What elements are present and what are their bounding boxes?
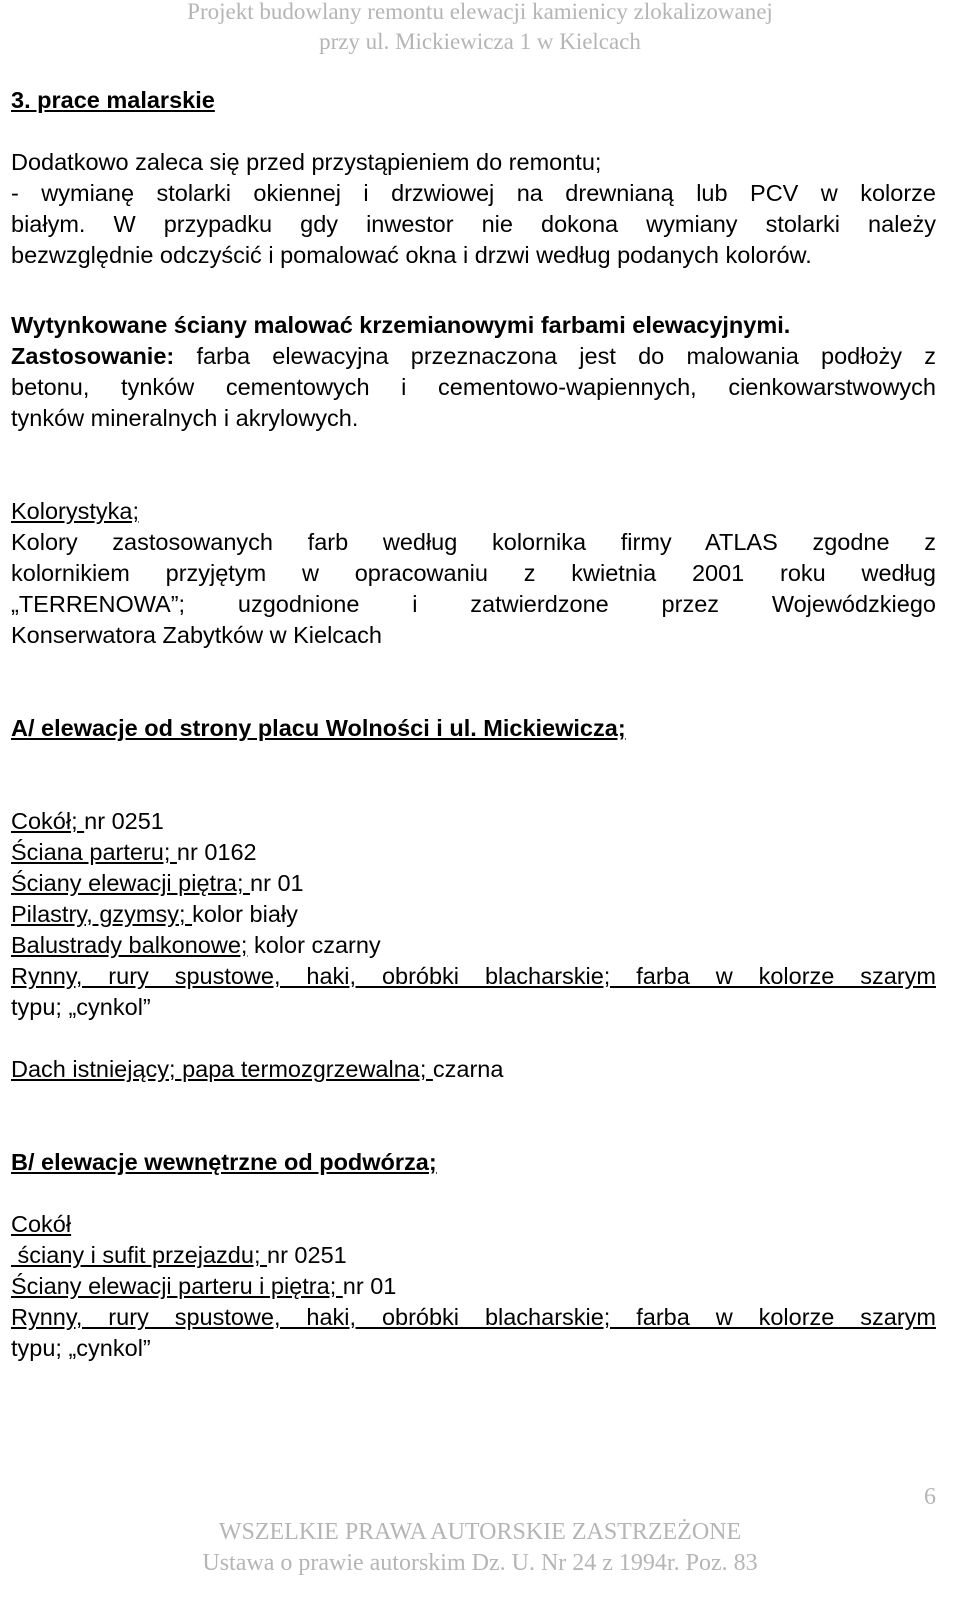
intro-line-4: bezwzględnie odczyścić i pomalować okna i drzwi według podanych kolorów. bbox=[11, 242, 812, 268]
application-line-2: betonu, tynków cementowych i cementowo-wapiennych, cienkowarstwowych bbox=[11, 374, 936, 400]
list-item bbox=[11, 899, 936, 930]
list-item bbox=[11, 806, 936, 837]
item-label: Balustrady balkonowe; bbox=[11, 932, 248, 958]
roof-line bbox=[11, 1054, 936, 1085]
intro-line-3: białym. W przypadku gdy inwestor nie dokona wymiany stolarki należy bbox=[11, 211, 936, 237]
section-a-title: A/ elewacje od strony placu Wolności i ul. Mickiewicza; bbox=[11, 715, 626, 741]
item-value: nr 0251 bbox=[267, 1242, 347, 1268]
roof-label: Dach istniejący; papa termozgrzewalna; bbox=[11, 1056, 433, 1082]
intro-line-1: Dodatkowo zaleca się przed przystąpieniem do remontu; bbox=[11, 149, 602, 175]
item-label: Ściany elewacji parteru i piętra; bbox=[11, 1273, 343, 1299]
item-value: nr 0162 bbox=[176, 839, 257, 865]
footer-law-reference: Ustawa o prawie autorskim Dz. U. Nr 24 z 1994r. Poz. 83 bbox=[202, 1550, 758, 1576]
item-label: Pilastry, gzymsy; bbox=[11, 901, 193, 927]
application-text-1: farba elewacyjna przeznaczona jest do malowania podłoży z bbox=[174, 343, 936, 369]
item-label: ściany i sufit przejazdu; bbox=[11, 1242, 267, 1268]
item-value: nr 01 bbox=[250, 870, 304, 896]
list-item bbox=[11, 930, 936, 961]
item-value: kolor biały bbox=[192, 901, 298, 927]
section-b-title: B/ elewacje wewnętrzne od podwórza; bbox=[11, 1149, 437, 1175]
document-body bbox=[11, 85, 936, 1364]
colors-label: Kolorystyka; bbox=[11, 498, 139, 524]
item-label: Ściana parteru; bbox=[11, 839, 177, 865]
running-header-line-1: Projekt budowlany remontu elewacji kamienicy zlokalizowanej bbox=[187, 0, 773, 24]
colors-line-4: Konserwatora Zabytków w Kielcach bbox=[11, 622, 382, 648]
gutters-line-1: Rynny, rury spustowe, haki, obróbki blacharskie; farba w kolorze szarym bbox=[11, 1304, 936, 1330]
list-item bbox=[11, 1271, 936, 1302]
application-label: Zastosowanie: bbox=[11, 343, 175, 369]
page-number: 6 bbox=[924, 1484, 936, 1510]
colors-line-3: „TERRENOWA”; uzgodnione i zatwierdzone przez Wojewódzkiego bbox=[11, 591, 936, 617]
item-label: Cokół; bbox=[11, 808, 85, 834]
gutters-line-2: typu; „cynkol” bbox=[11, 1335, 151, 1361]
intro-line-2: - wymianę stolarki okiennej i drzwiowej na drewnianą lub PCV w kolorze bbox=[11, 180, 936, 206]
item-value: kolor czarny bbox=[247, 932, 381, 958]
walls-heading: Wytynkowane ściany malować krzemianowymi farbami elewacyjnymi. bbox=[11, 312, 791, 338]
gutters-line-1: Rynny, rury spustowe, haki, obróbki blacharskie; farba w kolorze szarym bbox=[11, 963, 936, 989]
roof-value: czarna bbox=[432, 1056, 504, 1082]
application-line-1 bbox=[11, 341, 936, 372]
colors-line-2: kolornikiem przyjętym w opracowaniu z kwietnia 2001 roku według bbox=[11, 560, 936, 586]
footer-copyright: WSZELKIE PRAWA AUTORSKIE ZASTRZEŻONE bbox=[218, 1519, 742, 1545]
application-line-3: tynków mineralnych i akrylowych. bbox=[11, 405, 359, 431]
colors-line-1: Kolory zastosowanych farb według kolornika firmy ATLAS zgodne z bbox=[11, 529, 936, 555]
item-value: nr 0251 bbox=[84, 808, 164, 834]
gutters-line-2: typu; „cynkol” bbox=[11, 994, 151, 1020]
list-item bbox=[11, 1240, 936, 1271]
item-label: Ściany elewacji piętra; bbox=[11, 870, 251, 896]
list-item bbox=[11, 1209, 936, 1240]
section-b-items bbox=[11, 1209, 936, 1364]
list-item bbox=[11, 837, 936, 868]
item-value: nr 01 bbox=[342, 1273, 397, 1299]
running-header-line-2: przy ul. Mickiewicza 1 w Kielcach bbox=[319, 29, 641, 54]
section-title: 3. prace malarskie bbox=[11, 87, 215, 113]
list-item bbox=[11, 868, 936, 899]
section-a-items bbox=[11, 806, 936, 1023]
item-label: Cokół bbox=[11, 1211, 72, 1237]
